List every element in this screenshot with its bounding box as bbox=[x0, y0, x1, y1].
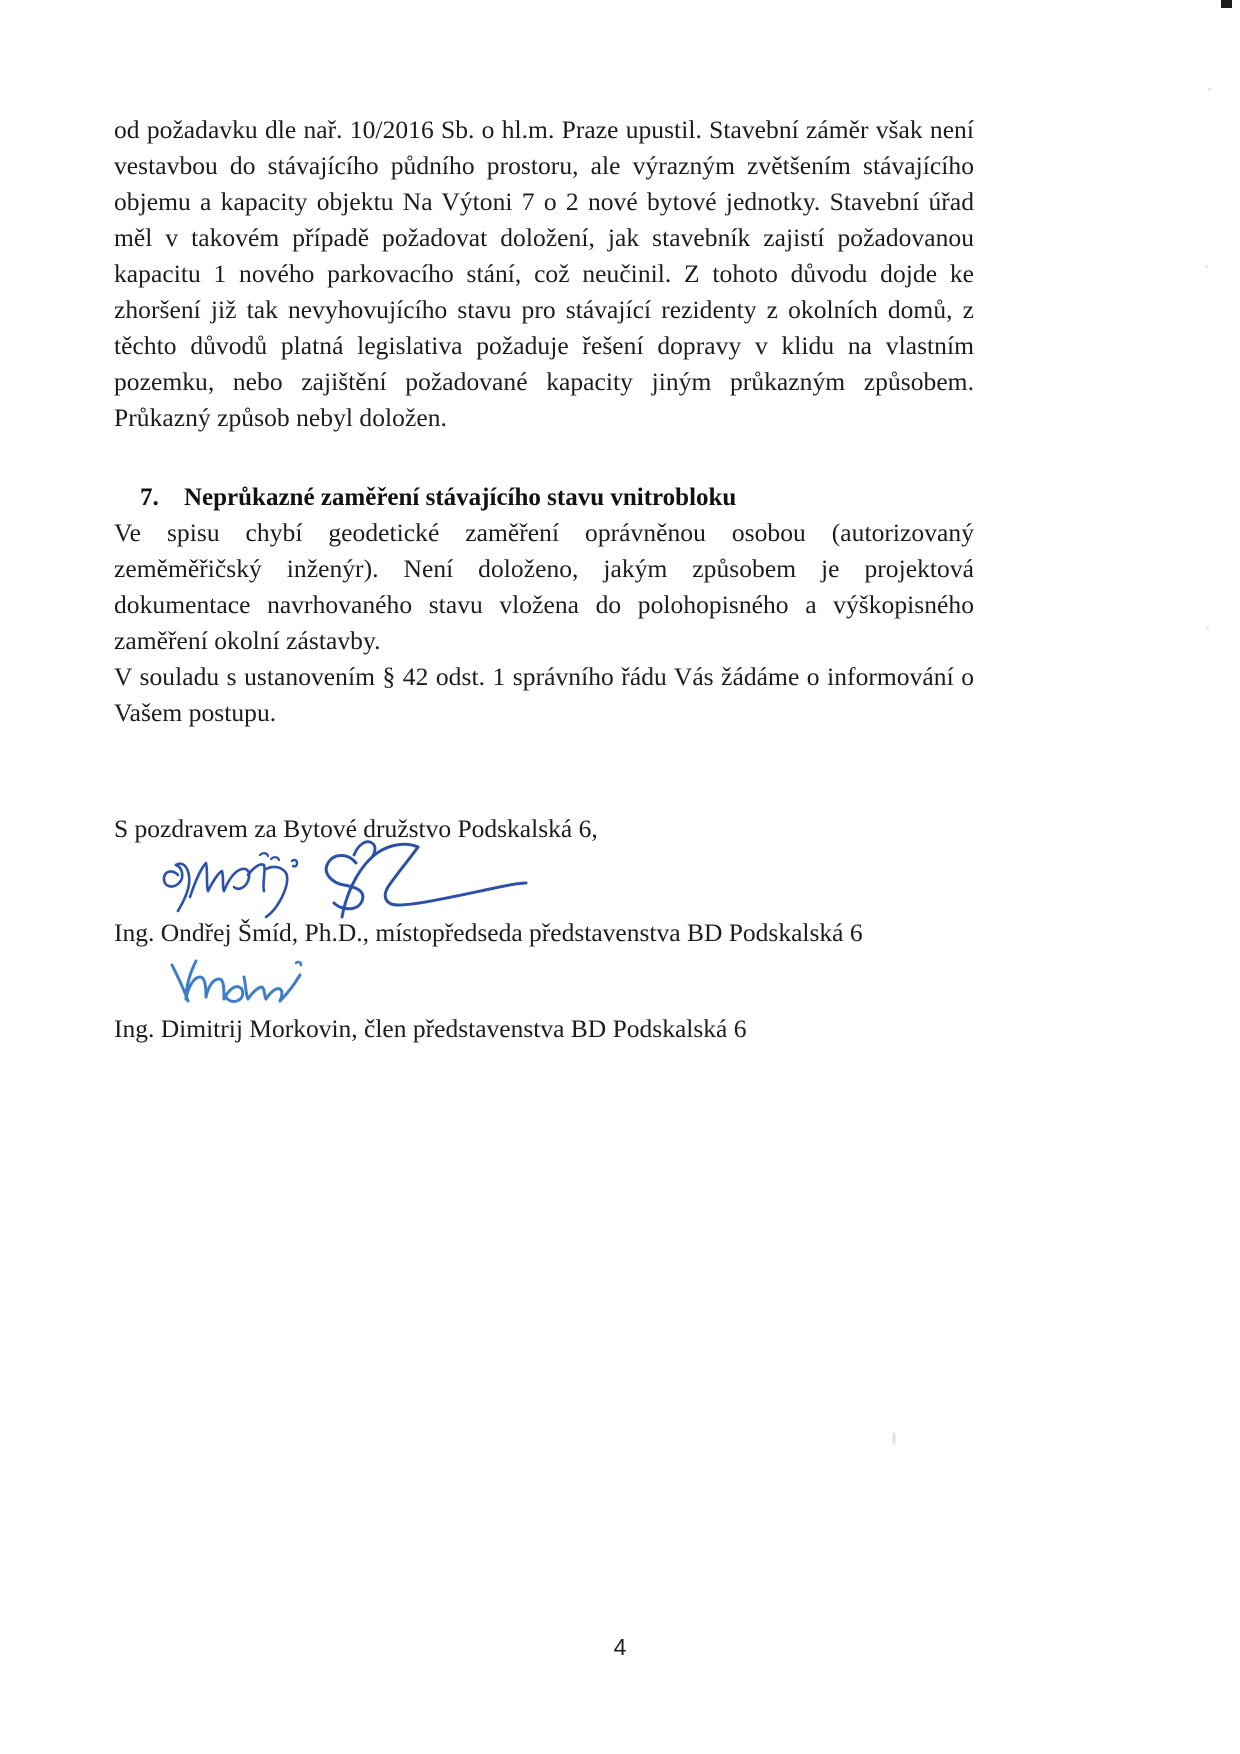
section-title: Neprůkazné zaměření stávajícího stavu vnitrobloku bbox=[184, 484, 737, 511]
section-number: 7. bbox=[140, 484, 159, 511]
page-number: 4 bbox=[613, 1634, 627, 1660]
paragraph-continued: od požadavku dle nař. 10/2016 Sb. o hl.m. Praze upustil. Stavební záměr však není vestavbou do stávajícího půdního prostoru, ale výrazným zvětšením stávajícího objemu a kapacity objektu Na Výtoni 7 o 2 nové bytové jednotky. Stavební úřad měl v takovém případě požadovat doložení, jak stavebník zajistí požadovanou kapacitu 1 nového parkovacího stání, což neučinil. Z tohoto důvodu dojde ke zhoršení již tak nevyhovujícího stavu pro stávající rezidenty z okolních domů, z těchto důvodů platná legislativa požaduje řešení dopravy v klidu na vlastním pozemku, nebo zajištění požadované kapacity jiným průkazným způsobem. Průkazný způsob nebyl doložen. bbox=[114, 115, 974, 432]
section-heading-7 bbox=[114, 481, 974, 515]
closing-greeting: S pozdravem za Bytové družstvo Podskalská 6, bbox=[114, 814, 598, 843]
paragraph-section-body: Ve spisu chybí geodetické zaměření oprávněnou osobou (autorizovaný zeměměřičský inženýr). Není doloženo, jakým způsobem je projektová dokumentace navrhovaného stavu vložena do polohopisného a výškopisného zaměření okolní zástavby. bbox=[114, 518, 974, 655]
signatory-name-1: Ing. Ondřej Šmíd, Ph.D., místopředseda představenstva BD Podskalská 6 bbox=[114, 918, 863, 947]
document-content bbox=[114, 112, 974, 1047]
handwritten-signature-stroke bbox=[312, 833, 542, 925]
paragraph-request: V souladu s ustanovením § 42 odst. 1 správního řádu Vás žádáme o informování o Vašem postupu. bbox=[114, 662, 974, 727]
closing-block bbox=[114, 811, 974, 1047]
scan-speck bbox=[892, 1432, 896, 1445]
scan-speck bbox=[1206, 626, 1209, 629]
signature-block-2 bbox=[114, 957, 974, 1047]
scan-artifact-corner-mark bbox=[1221, 0, 1232, 8]
handwritten-signature-stroke bbox=[166, 955, 316, 1021]
signature-block-1 bbox=[114, 849, 974, 951]
signatory-name-2: Ing. Dimitrij Morkovin, člen představenstva BD Podskalská 6 bbox=[114, 1014, 747, 1043]
signature-image-ondrej-smid bbox=[114, 849, 974, 915]
signature-image-dimitrij-morkovin bbox=[114, 957, 974, 1011]
scan-speck bbox=[1208, 88, 1211, 91]
scan-speck bbox=[1205, 265, 1208, 268]
